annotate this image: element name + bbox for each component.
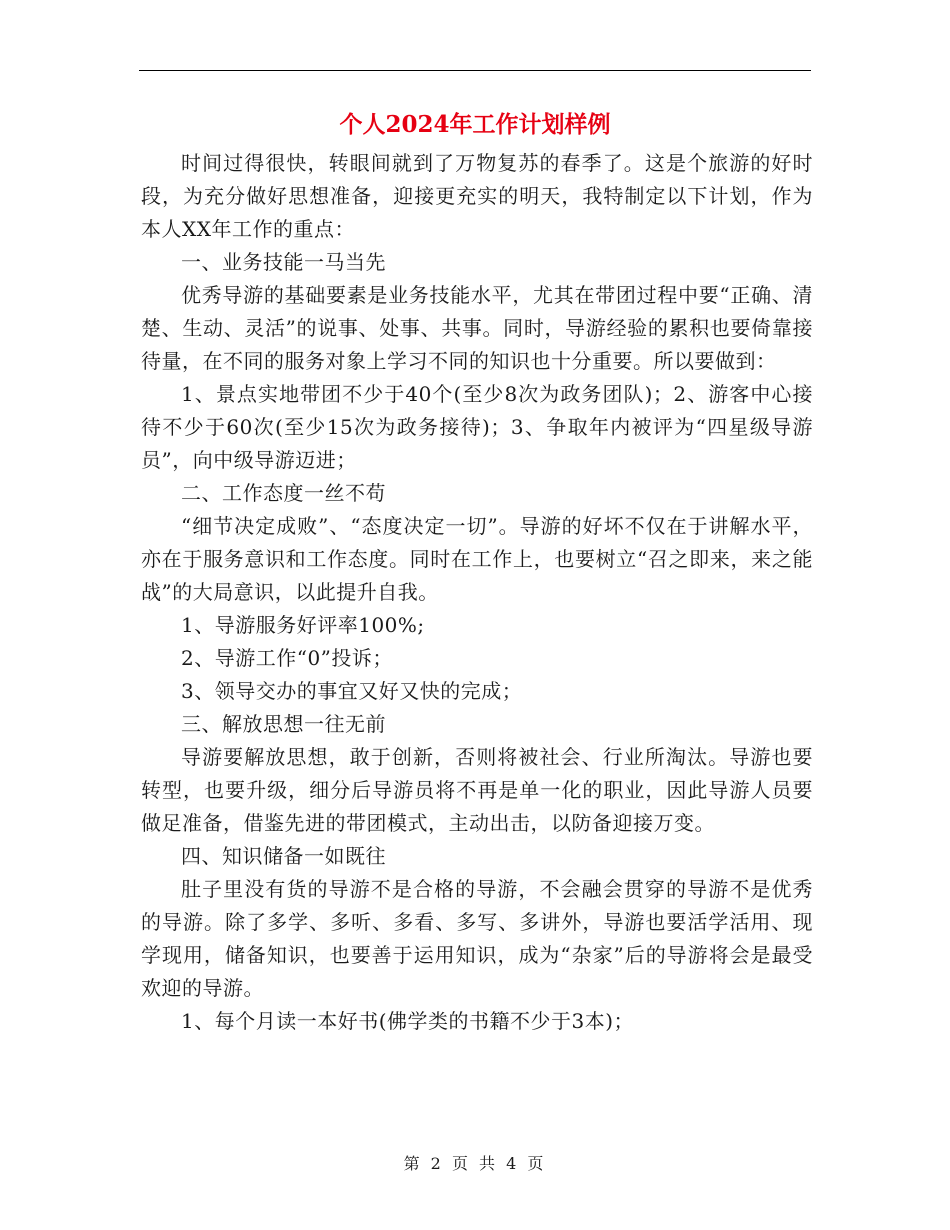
section-heading-1: 一、业务技能一马当先: [181, 250, 386, 274]
section-4-item-1: 1、每个月读一本好书(佛学类的书籍不少于3本)；: [181, 1009, 635, 1033]
intro-paragraph: 时间过得很快，转眼间就到了万物复苏的春季了。这是个旅游的好时段，为充分做好思想准备，迎接更充实的明天，我特制定以下计划，作为本人XX年工作的重点：: [141, 151, 813, 241]
section-heading-4: 四、知识储备一如既往: [181, 844, 386, 868]
section-2-paragraph: “细节决定成败”、“态度决定一切”。导游的好坏不仅在于讲解水平，亦在于服务意识和工作态度。同时在工作上，也要树立“召之即来，来之能战”的大局意识，以此提升自我。: [141, 514, 813, 604]
section-heading-3: 三、解放思想一往无前: [181, 712, 386, 736]
section-3-paragraph: 导游要解放思想，敢于创新，否则将被社会、行业所淘汰。导游也要转型，也要升级，细分后导游员将不再是单一化的职业，因此导游人员要做足准备，借鉴先进的带团模式，主动出击，以防备迎接万变。: [141, 745, 813, 835]
section-2-item-2: 2、导游工作“0”投诉；: [181, 646, 393, 670]
section-2-item-1: 1、导游服务好评率100%;: [181, 613, 425, 637]
section-heading-2: 二、工作态度一丝不苟: [181, 481, 386, 505]
document-body: [141, 147, 813, 1038]
header-rule: [139, 70, 811, 71]
section-2-item-3: 3、领导交办的事宜又好又快的完成；: [181, 679, 523, 703]
section-1-goals: 1、景点实地带团不少于40个(至少8次为政务团队)；2、游客中心接待不少于60次(至少15次为政务接待)；3、争取年内被评为“四星级导游员”，向中级导游迈进；: [141, 382, 813, 472]
document-title: 个人2024年工作计划样例: [339, 111, 611, 138]
section-4-paragraph: 肚子里没有货的导游不是合格的导游，不会融会贯穿的导游不是优秀的导游。除了多学、多听、多看、多写、多讲外，导游也要活学活用、现学现用，储备知识，也要善于运用知识，成为“杂家”后的导游将会是最受欢迎的导游。: [141, 877, 813, 1000]
section-1-paragraph: 优秀导游的基础要素是业务技能水平，尤其在带团过程中要“正确、清楚、生动、灵活”的说事、处事、共事。同时，导游经验的累积也要倚靠接待量，在不同的服务对象上学习不同的知识也十分重要。所以要做到：: [141, 283, 813, 373]
page-number: 第 2 页 共 4 页: [403, 1154, 547, 1173]
